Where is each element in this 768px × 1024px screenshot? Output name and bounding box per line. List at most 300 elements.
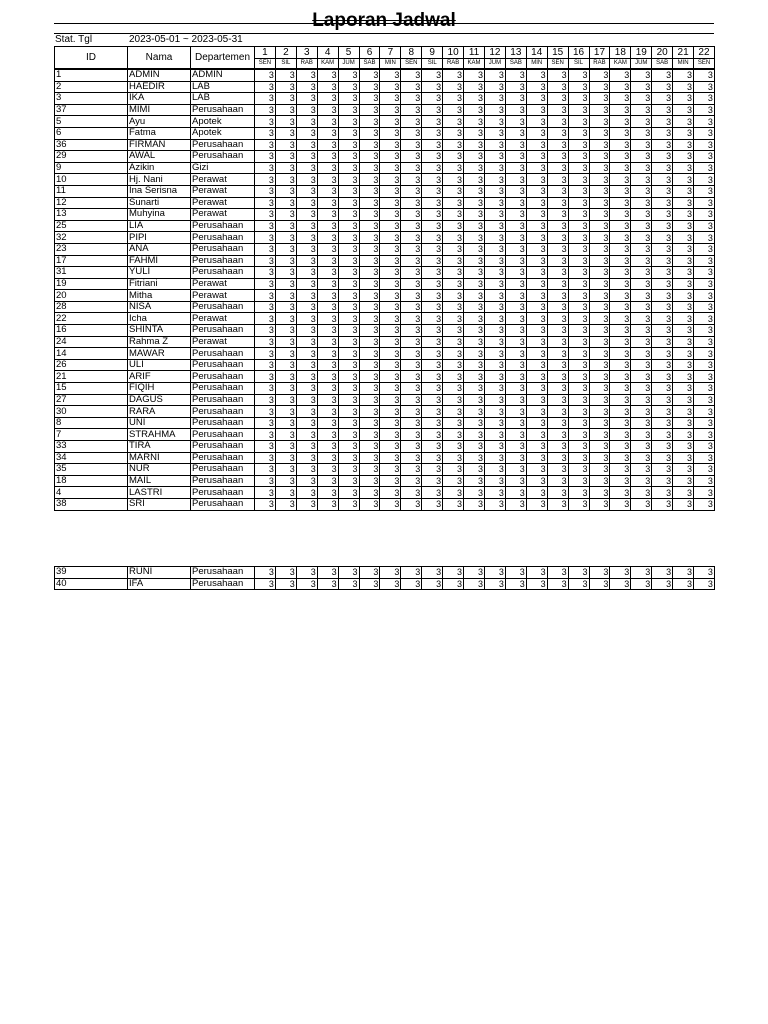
schedule-value-cell: 3: [296, 578, 317, 590]
schedule-value-cell: 3: [275, 185, 296, 197]
schedule-value-cell: 3: [505, 197, 526, 209]
department-cell: Perawat: [191, 209, 255, 221]
schedule-value-cell: 3: [694, 139, 715, 151]
schedule-value-cell: 3: [568, 278, 589, 290]
table-row: [55, 290, 715, 302]
schedule-value-cell: 3: [568, 301, 589, 313]
schedule-value-cell: 3: [443, 348, 464, 360]
day-number-header: 15: [547, 47, 568, 59]
schedule-value-cell: 3: [317, 267, 338, 279]
employee-id-cell: 25: [55, 220, 128, 232]
schedule-value-cell: 3: [275, 301, 296, 313]
schedule-value-cell: 3: [526, 336, 547, 348]
schedule-value-cell: 3: [589, 267, 610, 279]
schedule-value-cell: 3: [589, 383, 610, 395]
schedule-value-cell: 3: [275, 139, 296, 151]
schedule-value-cell: 3: [317, 243, 338, 255]
department-cell: LAB: [191, 81, 255, 93]
schedule-value-cell: 3: [422, 185, 443, 197]
schedule-value-cell: 3: [610, 290, 631, 302]
employee-name-cell: HAEDIR: [128, 81, 191, 93]
schedule-value-cell: 3: [443, 278, 464, 290]
schedule-value-cell: 3: [694, 313, 715, 325]
day-number-header: 19: [631, 47, 652, 59]
schedule-value-cell: 3: [631, 209, 652, 221]
schedule-value-cell: 3: [610, 278, 631, 290]
schedule-value-cell: 3: [380, 220, 401, 232]
schedule-value-cell: 3: [338, 116, 359, 128]
schedule-value-cell: 3: [317, 81, 338, 93]
schedule-value-cell: 3: [652, 417, 673, 429]
schedule-value-cell: 3: [484, 429, 505, 441]
schedule-value-cell: 3: [673, 578, 694, 590]
schedule-value-cell: 3: [422, 174, 443, 186]
employee-name-cell: RUNI: [128, 567, 191, 579]
schedule-value-cell: 3: [673, 487, 694, 499]
schedule-value-cell: 3: [380, 301, 401, 313]
schedule-value-cell: 3: [338, 232, 359, 244]
employee-name-cell: IFA: [128, 578, 191, 590]
schedule-value-cell: 3: [547, 417, 568, 429]
schedule-value-cell: 3: [526, 174, 547, 186]
schedule-value-cell: 3: [380, 209, 401, 221]
schedule-value-cell: 3: [296, 197, 317, 209]
schedule-value-cell: 3: [275, 174, 296, 186]
schedule-value-cell: 3: [317, 417, 338, 429]
schedule-value-cell: 3: [631, 359, 652, 371]
schedule-value-cell: 3: [526, 429, 547, 441]
employee-name-cell: Azikin: [128, 162, 191, 174]
schedule-value-cell: 3: [694, 220, 715, 232]
schedule-value-cell: 3: [359, 243, 380, 255]
schedule-value-cell: 3: [359, 578, 380, 590]
employee-name-cell: ULI: [128, 359, 191, 371]
schedule-value-cell: 3: [275, 359, 296, 371]
schedule-value-cell: 3: [652, 313, 673, 325]
schedule-value-cell: 3: [631, 151, 652, 163]
schedule-value-cell: 3: [380, 232, 401, 244]
employee-id-cell: 22: [55, 313, 128, 325]
schedule-value-cell: 3: [484, 441, 505, 453]
schedule-value-cell: 3: [526, 104, 547, 116]
employee-name-cell: Ina Serisna: [128, 185, 191, 197]
schedule-value-cell: 3: [694, 441, 715, 453]
table-row: [55, 429, 715, 441]
employee-id-cell: 6: [55, 127, 128, 139]
schedule-value-cell: 3: [484, 290, 505, 302]
employee-name-cell: ANA: [128, 243, 191, 255]
employee-id-cell: 13: [55, 209, 128, 221]
schedule-value-cell: 3: [547, 487, 568, 499]
schedule-value-cell: 3: [589, 197, 610, 209]
schedule-value-cell: 3: [505, 162, 526, 174]
day-number-header: 2: [275, 47, 296, 59]
department-cell: Perawat: [191, 174, 255, 186]
department-cell: Perusahaan: [191, 359, 255, 371]
schedule-value-cell: 3: [547, 209, 568, 221]
schedule-value-cell: 3: [359, 232, 380, 244]
schedule-value-cell: 3: [359, 348, 380, 360]
schedule-value-cell: 3: [631, 127, 652, 139]
schedule-value-cell: 3: [422, 336, 443, 348]
schedule-value-cell: 3: [547, 243, 568, 255]
schedule-value-cell: 3: [610, 498, 631, 510]
schedule-value-cell: 3: [317, 127, 338, 139]
schedule-value-cell: 3: [526, 232, 547, 244]
schedule-value-cell: 3: [526, 139, 547, 151]
schedule-value-cell: 3: [296, 139, 317, 151]
table-row: [55, 151, 715, 163]
schedule-value-cell: 3: [338, 359, 359, 371]
schedule-value-cell: 3: [338, 313, 359, 325]
schedule-value-cell: 3: [296, 232, 317, 244]
schedule-value-cell: 3: [547, 174, 568, 186]
schedule-value-cell: 3: [568, 359, 589, 371]
table-row: [55, 394, 715, 406]
schedule-value-cell: 3: [464, 567, 485, 579]
schedule-value-cell: 3: [255, 394, 276, 406]
schedule-value-cell: 3: [505, 567, 526, 579]
day-number-header: 22: [694, 47, 715, 59]
schedule-value-cell: 3: [255, 220, 276, 232]
schedule-value-cell: 3: [296, 487, 317, 499]
weekday-header: JUM: [338, 59, 359, 69]
employee-name-cell: ADMIN: [128, 70, 191, 82]
schedule-value-cell: 3: [631, 441, 652, 453]
department-cell: ADMIN: [191, 70, 255, 82]
schedule-value-cell: 3: [631, 197, 652, 209]
department-cell: Perusahaan: [191, 220, 255, 232]
schedule-value-cell: 3: [547, 567, 568, 579]
schedule-value-cell: 3: [255, 429, 276, 441]
schedule-value-cell: 3: [526, 81, 547, 93]
schedule-value-cell: 3: [484, 278, 505, 290]
schedule-value-cell: 3: [422, 93, 443, 105]
schedule-value-cell: 3: [296, 452, 317, 464]
schedule-value-cell: 3: [317, 359, 338, 371]
schedule-value-cell: 3: [296, 174, 317, 186]
schedule-value-cell: 3: [610, 127, 631, 139]
schedule-value-cell: 3: [443, 313, 464, 325]
schedule-value-cell: 3: [380, 278, 401, 290]
schedule-value-cell: 3: [401, 290, 422, 302]
schedule-value-cell: 3: [610, 371, 631, 383]
schedule-value-cell: 3: [338, 394, 359, 406]
schedule-value-cell: 3: [317, 348, 338, 360]
schedule-value-cell: 3: [694, 267, 715, 279]
schedule-value-cell: 3: [589, 81, 610, 93]
schedule-value-cell: 3: [694, 417, 715, 429]
employee-name-cell: AWAL: [128, 151, 191, 163]
schedule-value-cell: 3: [255, 174, 276, 186]
schedule-value-cell: 3: [484, 578, 505, 590]
schedule-value-cell: 3: [317, 498, 338, 510]
schedule-value-cell: 3: [631, 81, 652, 93]
schedule-value-cell: 3: [610, 185, 631, 197]
schedule-value-cell: 3: [505, 243, 526, 255]
schedule-value-cell: 3: [589, 70, 610, 82]
weekday-header: JUM: [484, 59, 505, 69]
schedule-value-cell: 3: [443, 429, 464, 441]
schedule-value-cell: 3: [380, 139, 401, 151]
day-number-header: 10: [443, 47, 464, 59]
schedule-value-cell: 3: [275, 406, 296, 418]
schedule-value-cell: 3: [652, 70, 673, 82]
schedule-value-cell: 3: [296, 127, 317, 139]
schedule-value-cell: 3: [547, 290, 568, 302]
schedule-value-cell: 3: [422, 498, 443, 510]
schedule-value-cell: 3: [652, 487, 673, 499]
schedule-value-cell: 3: [673, 301, 694, 313]
schedule-value-cell: 3: [673, 325, 694, 337]
schedule-value-cell: 3: [338, 578, 359, 590]
schedule-value-cell: 3: [547, 371, 568, 383]
schedule-value-cell: 3: [275, 313, 296, 325]
schedule-value-cell: 3: [255, 475, 276, 487]
schedule-value-cell: 3: [443, 487, 464, 499]
schedule-value-cell: 3: [568, 348, 589, 360]
schedule-value-cell: 3: [652, 267, 673, 279]
schedule-value-cell: 3: [338, 348, 359, 360]
schedule-value-cell: 3: [694, 475, 715, 487]
schedule-value-cell: 3: [338, 278, 359, 290]
schedule-value-cell: 3: [338, 243, 359, 255]
schedule-value-cell: 3: [526, 162, 547, 174]
schedule-value-cell: 3: [673, 220, 694, 232]
schedule-value-cell: 3: [589, 255, 610, 267]
schedule-value-cell: 3: [275, 394, 296, 406]
schedule-value-cell: 3: [275, 278, 296, 290]
day-number-header: 17: [589, 47, 610, 59]
employee-name-cell: Muhyina: [128, 209, 191, 221]
employee-id-cell: 34: [55, 452, 128, 464]
employee-name-cell: LASTRI: [128, 487, 191, 499]
schedule-value-cell: 3: [652, 255, 673, 267]
schedule-value-cell: 3: [338, 475, 359, 487]
schedule-value-cell: 3: [338, 267, 359, 279]
schedule-value-cell: 3: [380, 441, 401, 453]
schedule-value-cell: 3: [652, 151, 673, 163]
schedule-value-cell: 3: [464, 498, 485, 510]
schedule-value-cell: 3: [401, 209, 422, 221]
schedule-value-cell: 3: [652, 452, 673, 464]
schedule-value-cell: 3: [547, 498, 568, 510]
schedule-value-cell: 3: [359, 151, 380, 163]
schedule-value-cell: 3: [380, 290, 401, 302]
schedule-value-cell: 3: [275, 255, 296, 267]
schedule-value-cell: 3: [631, 220, 652, 232]
schedule-value-cell: 3: [610, 429, 631, 441]
schedule-value-cell: 3: [317, 162, 338, 174]
schedule-value-cell: 3: [673, 93, 694, 105]
schedule-value-cell: 3: [443, 70, 464, 82]
table-row: [55, 174, 715, 186]
schedule-value-cell: 3: [422, 220, 443, 232]
schedule-value-cell: 3: [275, 162, 296, 174]
schedule-value-cell: 3: [464, 255, 485, 267]
schedule-value-cell: 3: [526, 93, 547, 105]
schedule-value-cell: 3: [338, 104, 359, 116]
schedule-value-cell: 3: [380, 93, 401, 105]
schedule-value-cell: 3: [443, 578, 464, 590]
schedule-value-cell: 3: [422, 359, 443, 371]
employee-name-cell: MAIL: [128, 475, 191, 487]
schedule-value-cell: 3: [275, 267, 296, 279]
employee-name-cell: TIRA: [128, 441, 191, 453]
schedule-value-cell: 3: [505, 70, 526, 82]
schedule-value-cell: 3: [443, 116, 464, 128]
department-cell: Perusahaan: [191, 267, 255, 279]
schedule-value-cell: 3: [255, 232, 276, 244]
schedule-value-cell: 3: [568, 313, 589, 325]
schedule-value-cell: 3: [547, 301, 568, 313]
schedule-value-cell: 3: [631, 371, 652, 383]
schedule-value-cell: 3: [631, 93, 652, 105]
schedule-value-cell: 3: [443, 441, 464, 453]
weekday-header: JUM: [631, 59, 652, 69]
table-row: [55, 301, 715, 313]
schedule-value-cell: 3: [401, 487, 422, 499]
schedule-value-cell: 3: [484, 81, 505, 93]
schedule-value-cell: 3: [694, 429, 715, 441]
schedule-value-cell: 3: [380, 348, 401, 360]
schedule-value-cell: 3: [380, 336, 401, 348]
schedule-value-cell: 3: [255, 116, 276, 128]
schedule-value-cell: 3: [652, 127, 673, 139]
schedule-value-cell: 3: [547, 475, 568, 487]
schedule-value-cell: 3: [401, 139, 422, 151]
schedule-value-cell: 3: [317, 429, 338, 441]
schedule-value-cell: 3: [505, 127, 526, 139]
column-header-name: Nama: [128, 47, 191, 69]
schedule-value-cell: 3: [694, 394, 715, 406]
schedule-value-cell: 3: [359, 197, 380, 209]
schedule-value-cell: 3: [464, 336, 485, 348]
schedule-value-cell: 3: [673, 139, 694, 151]
schedule-value-cell: 3: [484, 383, 505, 395]
schedule-value-cell: 3: [610, 313, 631, 325]
schedule-value-cell: 3: [589, 487, 610, 499]
schedule-value-cell: 3: [652, 429, 673, 441]
schedule-value-cell: 3: [694, 487, 715, 499]
schedule-value-cell: 3: [484, 371, 505, 383]
schedule-value-cell: 3: [610, 441, 631, 453]
schedule-value-cell: 3: [317, 220, 338, 232]
schedule-value-cell: 3: [255, 151, 276, 163]
weekday-header: KAM: [464, 59, 485, 69]
day-number-header: 21: [673, 47, 694, 59]
schedule-value-cell: 3: [631, 278, 652, 290]
schedule-value-cell: 3: [422, 475, 443, 487]
schedule-value-cell: 3: [610, 475, 631, 487]
employee-id-cell: 32: [55, 232, 128, 244]
schedule-value-cell: 3: [652, 498, 673, 510]
schedule-value-cell: 3: [568, 151, 589, 163]
department-cell: Apotek: [191, 116, 255, 128]
schedule-value-cell: 3: [694, 301, 715, 313]
schedule-value-cell: 3: [296, 278, 317, 290]
schedule-value-cell: 3: [484, 336, 505, 348]
schedule-value-cell: 3: [380, 498, 401, 510]
schedule-value-cell: 3: [484, 197, 505, 209]
employee-name-cell: Sunarti: [128, 197, 191, 209]
schedule-value-cell: 3: [338, 93, 359, 105]
schedule-value-cell: 3: [380, 70, 401, 82]
employee-name-cell: NISA: [128, 301, 191, 313]
schedule-value-cell: 3: [443, 209, 464, 221]
employee-name-cell: FIQIH: [128, 383, 191, 395]
schedule-value-cell: 3: [547, 278, 568, 290]
schedule-value-cell: 3: [317, 70, 338, 82]
schedule-value-cell: 3: [673, 464, 694, 476]
schedule-value-cell: 3: [255, 127, 276, 139]
schedule-value-cell: 3: [380, 475, 401, 487]
schedule-value-cell: 3: [673, 567, 694, 579]
day-number-header: 8: [401, 47, 422, 59]
schedule-value-cell: 3: [652, 278, 673, 290]
schedule-value-cell: 3: [526, 498, 547, 510]
schedule-value-cell: 3: [464, 325, 485, 337]
schedule-value-cell: 3: [464, 243, 485, 255]
schedule-value-cell: 3: [631, 475, 652, 487]
schedule-value-cell: 3: [275, 81, 296, 93]
schedule-value-cell: 3: [255, 301, 276, 313]
schedule-value-cell: 3: [296, 336, 317, 348]
schedule-value-cell: 3: [631, 104, 652, 116]
schedule-value-cell: 3: [484, 232, 505, 244]
department-cell: Perawat: [191, 278, 255, 290]
schedule-value-cell: 3: [610, 464, 631, 476]
day-number-header: 16: [568, 47, 589, 59]
employee-name-cell: FAHMI: [128, 255, 191, 267]
schedule-value-cell: 3: [359, 567, 380, 579]
weekday-header: SEN: [255, 59, 276, 69]
weekday-header: SIL: [422, 59, 443, 69]
employee-id-cell: 39: [55, 567, 128, 579]
schedule-value-cell: 3: [401, 255, 422, 267]
schedule-value-cell: 3: [338, 487, 359, 499]
schedule-value-cell: 3: [359, 174, 380, 186]
schedule-value-cell: 3: [422, 578, 443, 590]
schedule-value-cell: 3: [464, 267, 485, 279]
table-row: [55, 267, 715, 279]
schedule-value-cell: 3: [296, 567, 317, 579]
schedule-value-cell: 3: [526, 290, 547, 302]
schedule-value-cell: 3: [589, 209, 610, 221]
schedule-value-cell: 3: [296, 301, 317, 313]
schedule-value-cell: 3: [631, 487, 652, 499]
schedule-value-cell: 3: [568, 104, 589, 116]
schedule-value-cell: 3: [484, 359, 505, 371]
employee-name-cell: LIA: [128, 220, 191, 232]
schedule-value-cell: 3: [275, 243, 296, 255]
schedule-value-cell: 3: [484, 209, 505, 221]
schedule-value-cell: 3: [610, 174, 631, 186]
schedule-value-cell: 3: [359, 127, 380, 139]
schedule-value-cell: 3: [652, 220, 673, 232]
schedule-value-cell: 3: [296, 220, 317, 232]
schedule-value-cell: 3: [422, 278, 443, 290]
schedule-value-cell: 3: [547, 452, 568, 464]
schedule-value-cell: 3: [255, 162, 276, 174]
schedule-value-cell: 3: [484, 220, 505, 232]
schedule-value-cell: 3: [359, 394, 380, 406]
employee-id-cell: 29: [55, 151, 128, 163]
schedule-value-cell: 3: [296, 394, 317, 406]
schedule-header: [54, 46, 715, 69]
schedule-value-cell: 3: [422, 417, 443, 429]
schedule-value-cell: 3: [547, 578, 568, 590]
